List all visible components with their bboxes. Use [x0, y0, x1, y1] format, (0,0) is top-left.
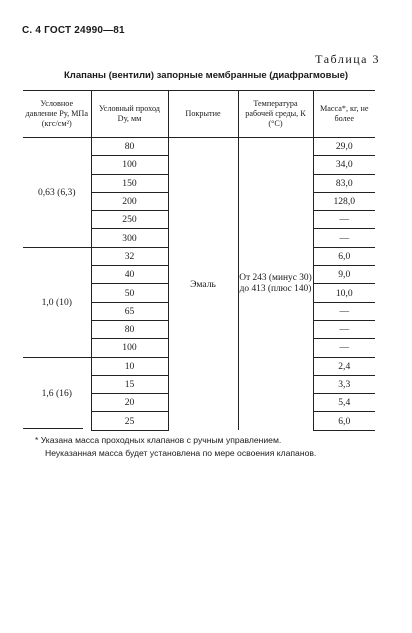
table-number: Таблица 3	[315, 52, 380, 66]
mass-cell: 6,0	[313, 412, 375, 430]
diameter-cell: 100	[91, 156, 168, 174]
mass-cell: —	[313, 320, 375, 338]
mass-cell: 5,4	[313, 394, 375, 412]
page-header: С. 4 ГОСТ 24990—81	[22, 25, 125, 36]
diameter-cell: 25	[91, 412, 168, 430]
diameter-cell: 50	[91, 284, 168, 302]
col-header-pressure: Условное давление Pу, МПа (кгс/см²)	[23, 91, 91, 138]
col-header-mass: Масса*, кг, не более	[313, 91, 375, 138]
table-header-row	[23, 91, 375, 138]
mass-cell: —	[313, 339, 375, 357]
col-header-diameter: Условный проход Dу, мм	[91, 91, 168, 138]
pressure-cell: 1,0 (10)	[23, 247, 91, 357]
mass-cell: 10,0	[313, 284, 375, 302]
mass-cell: 3,3	[313, 375, 375, 393]
footnote-line-1: * Указана масса проходных клапанов с ручным управлением.	[35, 435, 282, 445]
footnote-text	[35, 434, 316, 460]
pressure-cell: 1,6 (16)	[23, 357, 91, 430]
diameter-cell: 300	[91, 229, 168, 247]
mass-cell: 34,0	[313, 156, 375, 174]
footnote-line-2: Неуказанная масса будет установлена по мере освоения клапанов.	[45, 448, 317, 458]
temperature-cell: От 243 (минус 30) до 413 (плюс 140)	[239, 273, 312, 295]
diameter-cell: 15	[91, 375, 168, 393]
table-row	[23, 138, 375, 156]
diameter-cell: 65	[91, 302, 168, 320]
mass-cell: 6,0	[313, 247, 375, 265]
mass-cell: —	[313, 229, 375, 247]
mass-cell: 128,0	[313, 192, 375, 210]
mass-cell: —	[313, 302, 375, 320]
valve-table	[23, 90, 375, 431]
diameter-cell: 10	[91, 357, 168, 375]
mass-cell: 2,4	[313, 357, 375, 375]
col-header-temperature: Температура рабочей среды, К (°С)	[238, 91, 313, 138]
mass-cell: 29,0	[313, 138, 375, 156]
diameter-cell: 150	[91, 174, 168, 192]
diameter-cell: 20	[91, 394, 168, 412]
pressure-cell: 0,63 (6,3)	[23, 138, 91, 248]
coating-cell: Эмаль	[168, 138, 238, 431]
mass-cell: —	[313, 211, 375, 229]
mass-cell: 9,0	[313, 266, 375, 284]
diameter-cell: 40	[91, 266, 168, 284]
diameter-cell: 32	[91, 247, 168, 265]
footnote-rule	[23, 428, 83, 429]
table-title: Клапаны (вентили) запорные мембранные (диафрагмовые)	[63, 70, 349, 81]
diameter-cell: 200	[91, 192, 168, 210]
diameter-cell: 100	[91, 339, 168, 357]
diameter-cell: 80	[91, 320, 168, 338]
mass-cell: 83,0	[313, 174, 375, 192]
diameter-cell: 250	[91, 211, 168, 229]
table-body	[23, 138, 375, 431]
diameter-cell: 80	[91, 138, 168, 156]
col-header-coating: Покрытие	[168, 91, 238, 138]
